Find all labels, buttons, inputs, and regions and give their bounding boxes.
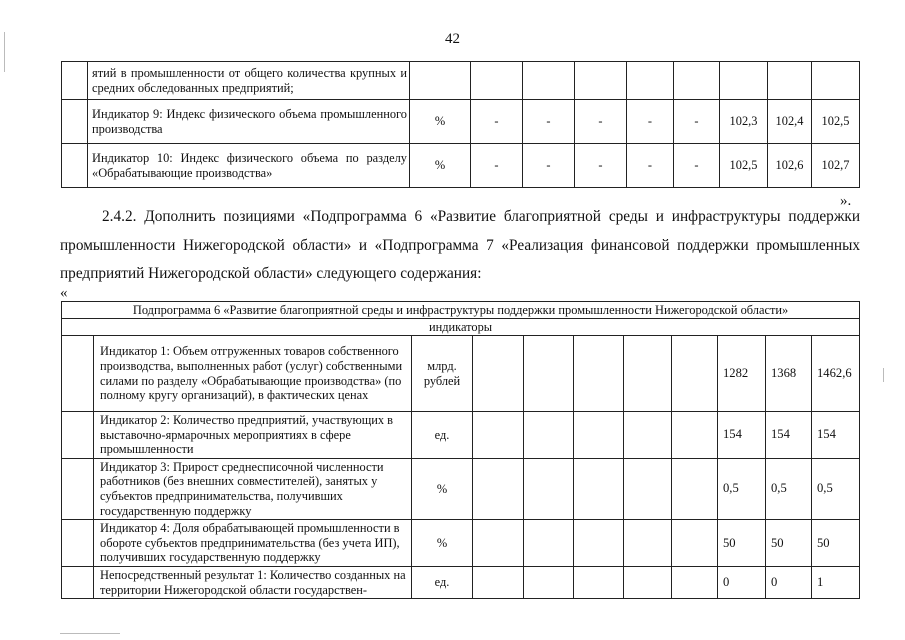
year-value	[624, 520, 672, 567]
page-number: 42	[445, 31, 460, 47]
year-value	[720, 62, 768, 100]
year-value	[768, 62, 812, 100]
year-value: 1	[812, 566, 860, 598]
number-cell	[62, 520, 94, 567]
indicator-name: Индикатор 9: Индекс физического объема промышленного производства	[88, 100, 410, 144]
year-value: 1368	[766, 336, 812, 412]
table-row	[62, 412, 860, 459]
year-value: -	[627, 144, 674, 188]
number-cell	[62, 62, 88, 100]
year-value	[524, 566, 574, 598]
year-value: 102,6	[768, 144, 812, 188]
year-value: -	[674, 100, 720, 144]
number-cell	[62, 100, 88, 144]
year-value: 50	[812, 520, 860, 567]
year-value	[473, 520, 524, 567]
year-value	[672, 566, 718, 598]
year-value: 102,4	[768, 100, 812, 144]
year-value: 154	[718, 412, 766, 459]
year-value	[672, 520, 718, 567]
year-value	[624, 412, 672, 459]
year-value: 154	[766, 412, 812, 459]
year-value: 50	[766, 520, 812, 567]
year-value	[575, 62, 627, 100]
unit-cell: %	[410, 144, 471, 188]
year-value: -	[575, 100, 627, 144]
scan-artifact	[883, 368, 884, 382]
year-value	[574, 566, 624, 598]
year-value: 102,5	[812, 100, 860, 144]
year-value: -	[523, 144, 575, 188]
year-value	[574, 336, 624, 412]
unit-cell: %	[412, 520, 473, 567]
number-cell	[62, 336, 94, 412]
year-value: -	[627, 100, 674, 144]
table-row	[62, 144, 860, 188]
year-value	[523, 62, 575, 100]
number-cell	[62, 144, 88, 188]
year-value	[812, 62, 860, 100]
year-value: 102,7	[812, 144, 860, 188]
year-value	[624, 566, 672, 598]
year-value	[674, 62, 720, 100]
year-value	[574, 520, 624, 567]
year-value	[473, 412, 524, 459]
year-value	[574, 458, 624, 519]
indicator-name: Индикатор 1: Объем отгруженных товаров собственного производства, выполненных работ (услуг) собственными силами по разделу «Обрабатывающие производства» (по полному кругу организаций), в фактических ценах	[94, 336, 412, 412]
indicator-name: Непосредственный результат 1: Количество созданных на территории Нижегородской области государствен-	[94, 566, 412, 598]
unit-cell: %	[412, 458, 473, 519]
year-value: 0	[766, 566, 812, 598]
year-value	[627, 62, 674, 100]
year-value: 0,5	[718, 458, 766, 519]
year-value	[524, 458, 574, 519]
closing-quote: ».	[840, 193, 852, 209]
table-row	[62, 458, 860, 519]
table-row	[62, 566, 860, 598]
year-value	[672, 412, 718, 459]
unit-cell: ед.	[412, 412, 473, 459]
year-value	[672, 336, 718, 412]
year-value: 0,5	[766, 458, 812, 519]
year-value: 1462,6	[812, 336, 860, 412]
indicators-header-row	[62, 319, 860, 336]
year-value: 102,5	[720, 144, 768, 188]
scan-artifact	[4, 32, 5, 72]
table-row	[62, 100, 860, 144]
unit-cell: млрд. рублей	[412, 336, 473, 412]
year-value: 0	[718, 566, 766, 598]
indicators-table-continued	[61, 61, 860, 188]
year-value	[471, 62, 523, 100]
year-value: 0,5	[812, 458, 860, 519]
indicator-name: Индикатор 10: Индекс физического объема по разделу «Обрабатывающие производства»	[88, 144, 410, 188]
table-row	[62, 336, 860, 412]
year-value	[574, 412, 624, 459]
year-value: -	[471, 144, 523, 188]
year-value: 102,3	[720, 100, 768, 144]
year-value: -	[523, 100, 575, 144]
unit-cell	[410, 62, 471, 100]
year-value	[473, 336, 524, 412]
year-value	[672, 458, 718, 519]
indicators-label: индикаторы	[62, 319, 860, 336]
subprogram-title: Подпрограмма 6 «Развитие благоприятной среды и инфраструктуры поддержки промышленности Нижегородской области»	[62, 302, 860, 319]
number-cell	[62, 566, 94, 598]
year-value	[524, 412, 574, 459]
year-value: 1282	[718, 336, 766, 412]
year-value	[524, 520, 574, 567]
amendment-paragraph: 2.4.2. Дополнить позициями «Подпрограмма 6 «Развитие благоприятной среды и инфраструктуры поддержки промышленности Нижегородской области» и «Подпрограмма 7 «Реализация финансовой поддержки промышленных предприятий Нижегородской области» следующего содержания:	[60, 208, 860, 282]
table-row	[62, 62, 860, 100]
unit-cell: %	[410, 100, 471, 144]
year-value: 154	[812, 412, 860, 459]
subprogram-title-row	[62, 302, 860, 319]
unit-cell: ед.	[412, 566, 473, 598]
indicator-name: Индикатор 2: Количество предприятий, участвующих в выставочно-ярмарочных мероприятиях в сфере промышленности	[94, 412, 412, 459]
year-value: -	[575, 144, 627, 188]
year-value	[624, 458, 672, 519]
year-value: -	[674, 144, 720, 188]
subprogram-6-table	[61, 301, 860, 599]
opening-quote: «	[60, 285, 68, 301]
year-value	[524, 336, 574, 412]
year-value	[473, 458, 524, 519]
year-value: 50	[718, 520, 766, 567]
scan-artifact	[60, 633, 120, 634]
indicator-name: ятий в промышленности от общего количества крупных и средних обследованных предприятий;	[88, 62, 410, 100]
indicator-name: Индикатор 3: Прирост среднесписочной численности работников (без внешних совместителей), занятых у субъектов предпринимательства, получивших государственную поддержку	[94, 458, 412, 519]
table-row	[62, 520, 860, 567]
number-cell	[62, 412, 94, 459]
year-value: -	[471, 100, 523, 144]
year-value	[473, 566, 524, 598]
indicator-name: Индикатор 4: Доля обрабатывающей промышленности в обороте субъектов предпринимательства (без учета ИП), получивших государственную поддержку	[94, 520, 412, 567]
year-value	[624, 336, 672, 412]
number-cell	[62, 458, 94, 519]
